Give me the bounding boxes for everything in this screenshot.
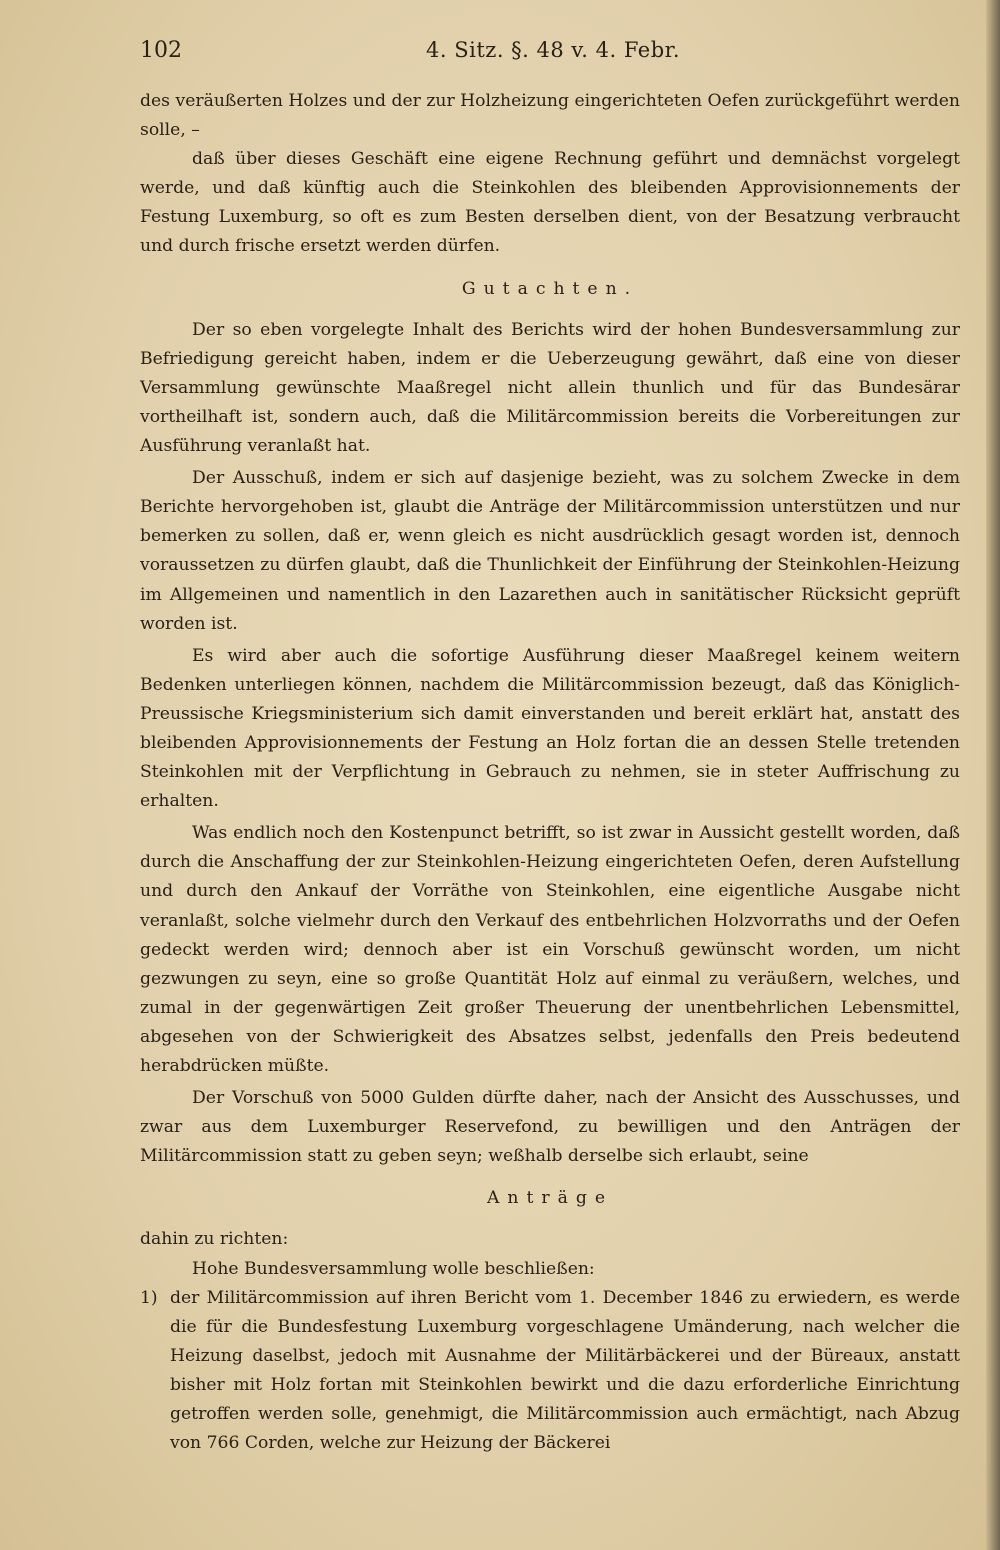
list-item xyxy=(140,1284,960,1459)
section-heading-antraege: Anträge xyxy=(486,1188,614,1209)
paragraph: dahin zu richten: xyxy=(140,1229,289,1250)
paragraph: daß über dieses Geschäft eine eigene Rechnung geführt und demnächst vorgelegt werde, und daß künftig auch die Steinkohlen des bleibenden Approvisionnements der Festung Luxemburg, so oft es zum Besten derselben dient, von der Besatzung verbraucht und durch frische ersetzt werden dürfen. xyxy=(140,149,960,257)
list-item-number: 1) xyxy=(140,1287,158,1308)
text-body xyxy=(140,87,960,1458)
paragraph: Der so eben vorgelegte Inhalt des Berichts wird der hohen Bundesversammlung zur Befriedigung gereicht haben, indem er die Ueberzeugung gewährt, daß eine von dieser Versammlung gewünschte Maaßregel nicht allein thunlich und für das Bundesärar vortheilhaft ist, sondern auch, daß die Militärcommission bereits die Vorbereitungen zur Ausführung veranlaßt hat. xyxy=(140,319,960,457)
page-edge-shadow xyxy=(986,0,1000,1550)
running-head: 4. Sitz. §. 48 v. 4. Febr. xyxy=(426,38,681,62)
page-number: 102 xyxy=(140,38,182,63)
list-item-text: der Militärcommission auf ihren Bericht vom 1. December 1846 zu erwiedern, es werde die für die Bundesfestung Luxemburg vorgeschlagene Umänderung, nach welcher die Heizung daselbst, jedoch mit Ausnahme der Militärbäckerei und der Büreaux, anstatt bisher mit Holz fortan mit Steinkohlen bewirkt und die dazu erforderliche Einrichtung getroffen werden solle, genehmigt, die Militärcommission auch ermächtigt, nach Abzug von 766 Corden, welche zur Heizung der Bäckerei xyxy=(170,1287,960,1454)
paragraph: Der Ausschuß, indem er sich auf dasjenige bezieht, was zu solchem Zwecke in dem Berichte hervorgehoben ist, glaubt die Anträge der Militärcommission unterstützen und nur bemerken zu sollen, daß er, wenn gleich es nicht ausdrücklich gesagt worden ist, dennoch voraussetzen zu dürfen glaubt, daß die Thunlichkeit der Einführung der Steinkohlen-Heizung im Allgemeinen und namentlich in den Lazarethen auch in sanitätischer Rücksicht geprüft worden ist. xyxy=(140,468,960,634)
paragraph: Hohe Bundesversammlung wolle beschließen: xyxy=(192,1258,595,1279)
paragraph: Was endlich noch den Kostenpunct betrifft, so ist zwar in Aussicht gestellt worden, daß durch die Anschaffung der zur Steinkohlen-Heizung eingerichteten Oefen, deren Aufstellung und durch den Ankauf der Vorräthe von Steinkohlen, eine eigentliche Ausgabe nicht veranlaßt, solche vielmehr durch den Verkauf des entbehrlichen Holzvorraths und der Oefen gedeckt werden wird; dennoch aber ist ein Vorschuß gewünscht worden, um nicht gezwungen zu seyn, eine so große Quantität Holz auf einmal zu veräußern, welches, und zumal in der gegenwärtigen Zeit großer Theuerung der unentbehrlichen Lebensmittel, abgesehen von der Schwierigkeit des Absatzes selbst, jedenfalls den Preis bedeutend herabdrücken müßte. xyxy=(140,823,960,1076)
section-heading-gutachten: Gutachten. xyxy=(461,278,639,299)
paragraph: Es wird aber auch die sofortige Ausführung dieser Maaßregel keinem weitern Bedenken unterliegen können, nachdem die Militärcommission bezeugt, daß das Königlich-Preussische Kriegsministerium sich damit einverstanden und bereit erklärt hat, anstatt des bleibenden Approvisionnements der Festung an Holz fortan die an dessen Stelle tretenden Steinkohlen mit der Verpflichtung in Gebrauch zu nehmen, sie in steter Auffrischung zu erhalten. xyxy=(140,645,960,812)
paragraph: Der Vorschuß von 5000 Gulden dürfte daher, nach der Ansicht des Ausschusses, und zwar aus dem Luxemburger Reservefond, zu bewilligen und den Anträgen der Militärcommission statt zu geben seyn; weßhalb derselbe sich erlaubt, seine xyxy=(140,1088,960,1167)
page-header xyxy=(140,38,960,72)
paragraph-continuation: des veräußerten Holzes und der zur Holzheizung eingerichteten Oefen zurückgeführt werden solle, – xyxy=(140,91,960,141)
